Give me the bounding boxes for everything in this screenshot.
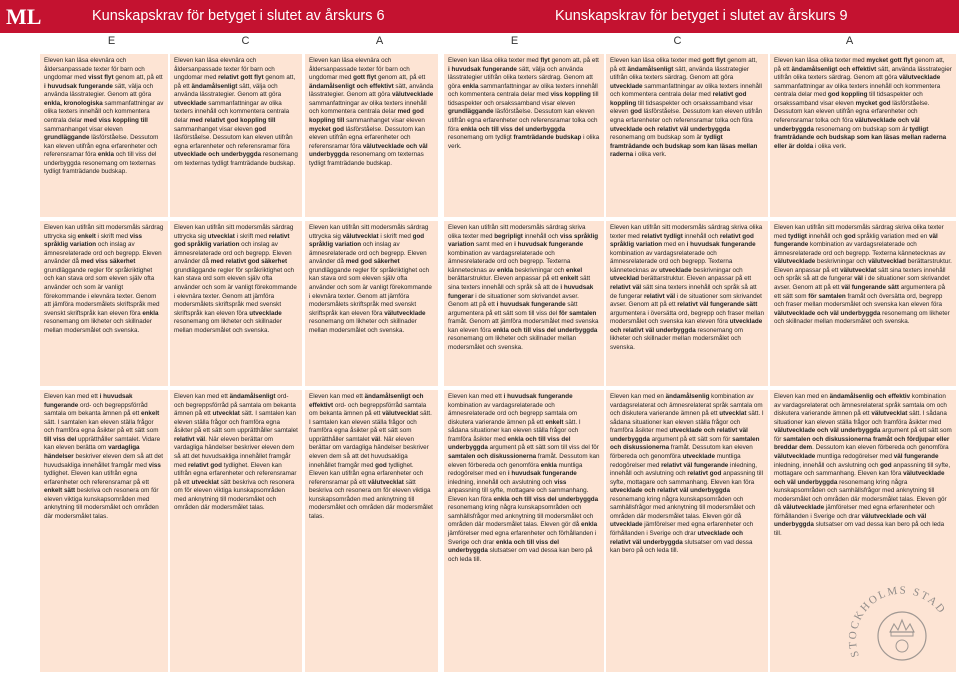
criteria-cell: Eleven kan med ett i huvudsak fungerande kombination av vardagsrelaterade och ämnesrelaterade ord och begrepp samtala om diskutera varierande ämnen på ett enkelt sätt. I sådana situationer kan eleven ställa frågor och framföra åsikter med enkla och till viss del underbyggda argument på ett sätt som till viss del för samtalen och diskussionerna framåt. Dessutom kan eleven förbereda och genomföra enkla muntliga redogörelser med en i huvudsak fungerande inledning, innehåll och avslutning och viss anpassning till syfte, mottagare och sammanhang. Eleven kan föra enkla och till viss del underbyggda resonemang kring några kunskapsområden och samhällsfrågor med anknytning till modersmålet och områden där modersmålet talas. Eleven gör då enkla jämförelser med egna erfarenheter och förhållanden i Sverige och drar enkla och till viss del underbyggda slutsatser om vad dessa kan bero på och leda till. [444,390,604,672]
criteria-cell: Eleven kan med ett ändamålsenligt och effektivt ord- och begreppsförråd samtala om bekanta ämnen på ett välutvecklat sätt. I samtalen kan eleven ställa frågor och framföra egna åsikter på ett sätt som upprätthåller samtalet väl. När eleven berättar om vardagliga händelser beskriver eleven dem så att det huvudsakliga innehållet framgår med god tydlighet. Eleven kan utifrån egna erfarenheter och referensramar på ett välutvecklat sätt beskriva och resonera om för eleven viktiga kunskapsområden med anknytning till modersmålet och områden där modersmålet talas. [305,390,438,672]
criteria-cell: Eleven kan utifrån sitt modersmåls särdrag uttrycka sig välutvecklat i skrift med god språklig variation och inslag av ämnesrelaterade ord och begrepp. Eleven använder då med god säkerhet grundläggande regler för språkriktighet och kan stava ord som eleven själv ofta använder och som är vanligt förekommande i elevnära texter. Genom att jämföra modersmålets skriftspråk med svenskt skriftspråk kan eleven föra välutvecklade resonemang om likheter och skillnader mellan modersmålet och svenska. [305,221,438,386]
criteria-cell: Eleven kan läsa olika texter med gott flyt genom att, på ett ändamålsenligt sätt, använda lässtrategier utifrån olika texters särdrag. Genom att göra utvecklade sammanfattningar av olika texters innehåll och kommentera centrala delar med relativt god koppling till tidsaspekter och orsakssamband visar eleven god läsförståelse. Dessutom kan eleven utifrån egna erfarenheter och referensramar tolka och föra utvecklade och relativt väl underbyggda resonemang om budskap som är tydligt framträdande och budskap som kan läsas mellan raderna i olika verk. [606,54,768,217]
stockholm-crown-seal-icon [847,570,957,674]
seal-text: STOCKHOLMS STAD [847,584,949,659]
criteria-cell: Eleven kan läsa olika texter med mycket gott flyt genom att, på ett ändamålsenligt och effektivt sätt, använda lässtrategier utifrån olika texters särdrag. Genom att göra välutvecklade sammanfattningar av olika texters innehåll och kommentera centrala delar med god koppling till tidsaspekter och orsakssamband visar eleven mycket god läsförståelse. Dessutom kan eleven utifrån egna erfarenheter och referensramar tolka och föra välutvecklade och väl underbyggda resonemang om budskap som är tydligt framträdande och budskap som kan läsas mellan raderna eller är dolda i olika verk. [770,54,956,217]
svg-text:STOCKHOLMS STAD [847,584,948,658]
grade-label: A [375,35,384,47]
grade-label: E [510,35,519,47]
criteria-cell: Eleven kan utifrån sitt modersmåls särdrag skriva olika texter med relativt tydligt innehåll och relativt god språklig variation med en i huvudsak fungerande kombination av vardagsrelaterade och ämnesrelaterade ord och begrepp. Texterna kännetecknas av utvecklade beskrivningar och utvecklad berättarstruktur. Eleven anpassar på ett relativt väl sätt sina texters innehåll och språk så att de fungerar relativt väl i de situationer som skrivandet avser. Genom att på ett relativt väl fungerande sätt argumentera i översätta ord, begrepp och fraser mellan modersmålet och svenska kan eleven föra utvecklade och relativt väl underbyggda resonemang om likheter och skillnader mellan modersmålet och svenska. [606,221,768,386]
criteria-cell: Eleven kan läsa elevnära och åldersanpassade texter för barn och ungdomar med relativt gott flyt genom att, på ett ändamålsenligt sätt, välja och använda lässtrategier. Genom att göra utvecklade sammanfattningar av olika texters innehåll och kommentera centrala delar med relativt god koppling till sammanhanget visar eleven god läsförståelse. Dessutom kan eleven utifrån egna erfarenheter och referensramar föra utvecklade och underbyggda resonemang om texternas tydligt framträdande budskap. [170,54,302,217]
page-header [0,0,959,33]
grade-label: C [241,35,250,47]
criteria-cell: Eleven kan läsa elevnära och åldersanpassade texter för barn och ungdomar med visst flyt genom att, på ett i huvudsak fungerande sätt, välja och använda lässtrategier. Genom att göra enkla, kronologiska sammanfattningar av olika texters innehåll och kommentera centrala delar med viss koppling till sammanhanget visar eleven grundläggande läsförståelse. Dessutom kan eleven utifrån egna erfarenheter och referensramar föra enkla och till viss del underbyggda resonemang om texternas tydligt framträdande budskap. [40,54,168,217]
criteria-cell: Eleven kan med ett i huvudsak fungerande ord- och begreppsförråd samtala om bekanta ämnen på ett enkelt sätt. I samtalen kan eleven ställa frågor och framföra egna åsikter på ett sätt som till viss del upprätthåller samtalet. Vidare kan eleven berätta om vardagliga händelser beskriver eleven dem så att det huvudsakliga innehållet framgår med viss tydlighet. Eleven kan utifrån egna erfarenheter och referensramar på ett enkelt sätt beskriva och resonera om för eleven viktiga kunskapsområden med anknytning till modersmålet och områden där modersmålet talas. [40,390,168,672]
criteria-cell: Eleven kan utifrån sitt modersmåls särdrag skriva olika texter med tydligt innehåll och god språklig variation med en väl fungerande kombination av vardagsrelaterade och ämnesrelaterade ord och begrepp. Texterna kännetecknas av välutvecklade beskrivningar och välutvecklad berättarstruktur. Eleven anpassar på ett välutvecklat sätt sina texters innehåll och språk så att de fungerar väl i de situationer som skrivandet avser. Genom att på ett väl fungerande sätt argumentera på ett sätt som för samtalen framåt och översätta ord, begrepp och fraser mellan modersmålet och svenska kan eleven föra välutvecklade och väl underbyggda resonemang om likheter och skillnader mellan modersmålet och svenska. [770,221,956,386]
criteria-cell: Eleven kan läsa olika texter med flyt genom att, på ett i huvudsak fungerande sätt, välja och använda lässtrategier utifrån olika texters särdrag. Genom att göra enkla sammanfattningar av olika texters innehåll och kommentera centrala delar med viss koppling till tidsaspekter och orsakssamband visar eleven grundläggande läsförståelse. Dessutom kan eleven utifrån egna erfarenheter och referensramar tolka och föra enkla och till viss del underbyggda resonemang om tydligt framträdande budskap i olika verk. [444,54,604,217]
criteria-cell: Eleven kan med ett ändamålsenligt ord- och begreppsförråd på samtala om bekanta ämnen på ett utvecklat sätt. I samtalen kan eleven ställa frågor och framföra egna åsikter på ett sätt som upprätthåller samtalet relativt väl. När eleven berättar om vardagliga händelser beskriver eleven dem så att det huvudsakliga innehållet framgår med relativt god tydlighet. Eleven kan utifrån egna erfarenheter och referensramar på ett utvecklat sätt beskriva och resonera om för eleven viktiga kunskapsområden med anknytning till modersmålet och områden där modersmålet talas. [170,390,302,672]
grade-header-row [0,33,959,54]
criteria-cell: Eleven kan läsa elevnära och åldersanpassade texter för barn och ungdomar med gott flyt genom att, på ett ändamålsenligt och effektivt sätt, använda lässtrategier. Genom att göra välutvecklade sammanfattningar av olika texters innehåll och kommentera centrala delar med god koppling till sammanhanget visar eleven mycket god läsförståelse. Dessutom kan eleven utifrån egna erfarenheter och referensramar föra välutvecklade och väl underbyggda resonemang om texternas tydligt framträdande budskap. [305,54,438,217]
grade-label: C [673,35,682,47]
grade-label: E [107,35,116,47]
grade-label: A [845,35,854,47]
title-grade-9: Kunskapskrav för betyget i slutet av årskurs 9 [555,8,848,24]
title-grade-6: Kunskapskrav för betyget i slutet av årskurs 6 [92,8,385,24]
criteria-cell: Eleven kan med en ändamålsenlig och effektiv kombination av vardagsrelaterat och ämnesrelaterat språk samtala om och diskutera varierande ämnen på ett välutvecklat sätt. I sådana situationer kan eleven ställa frågor och framföra åsikter med välutvecklade och väl underbyggda argument på ett sätt som för samtalen och diskussionerna framåt och fördjupar eller breddar dem. Dessutom kan eleven förbereda och genomföra välutvecklade muntliga redogörelser med väl fungerande inledning, innehåll och avslutning och god anpassning till syfte, mottagare och sammanhang. Eleven kan föra välutvecklade och väl underbyggda resonemang kring några kunskapsområden och samhällsfrågor med anknytning till modersmålet och områden där modersmålet talas. Eleven gör då välutvecklade jämförelser med egna erfarenheter och förhållanden i Sverige och drar välutvecklade och väl underbyggda slutsatser om vad dessa kan bero på och leda till. [770,390,956,672]
criteria-cell: Eleven kan utifrån sitt modersmåls särdrag skriva olika texter med begripligt innehåll och viss språklig variation samt med en i huvudsak fungerande kombination av vardagsrelaterade och ämnesrelaterade ord och begrepp. Texterna kännetecknas av enkla beskrivningar och enkel berättarstruktur. Eleven anpassar på ett enkelt sätt sina texters innehåll och språk så att de i huvudsak fungerar i de situationer som skrivandet avser. Genom att på ett i huvudsak fungerande sätt argumentera på ett sätt som till viss del för samtalen framåt. Genom att jämföra modersmålet med svenska kan eleven föra enkla och till viss del underbyggda resonemang om likheter och skillnader mellan modersmålet och svenska. [444,221,604,386]
ml-logo: ML [6,4,42,29]
criteria-cell: Eleven kan utifrån sitt modersmåls särdrag uttrycka sig enkelt i skrift med viss språklig variation och inslag av ämnesrelaterade ord och begrepp. Eleven använder då med viss säkerhet grundläggande regler för språkriktighet och kan stava ord som eleven själv ofta använder och som är vanligt förekommande i elevnära texter. Genom att jämföra modersmålets skriftspråk med svenskt skriftspråk kan eleven föra enkla resonemang om likheter och skillnader mellan modersmålet och svenska. [40,221,168,386]
criteria-cell: Eleven kan med en ändamålsenlig kombination av vardagsrelaterat och ämnesrelaterat språk samtala om och diskutera varierande ämnen på ett utvecklat sätt. I sådana situationer kan eleven ställa frågor och framföra åsikter med utvecklade och relativt väl underbyggda argument på ett sätt som för samtalen och diskussionerna framåt. Dessutom kan eleven förbereda och genomföra utvecklade muntliga redogörelser med relativt väl fungerande inledning, innehåll och avslutning och relativt god anpassning till syfte, mottagare och sammanhang. Eleven kan föra utvecklade och relativt väl underbyggda resonemang kring några kunskapsområden och samhällsfrågor med anknytning till modersmålet och områden där modersmålet talas. Eleven gör då utvecklade jämförelser med egna erfarenheter och förhållanden i Sverige och drar utvecklade och relativt väl underbyggda slutsatser om vad dessa kan bero på och leda till. [606,390,768,672]
criteria-cell: Eleven kan utifrån sitt modersmåls särdrag uttrycka sig utvecklat i skrift med relativt god språklig variation och inslag av ämnesrelaterade ord och begrepp. Eleven använder då med relativt god säkerhet grundläggande regler för språkriktighet och kan stava ord som eleven själv ofta använder och som är vanligt förekommande i elevnära texter. Genom att jämföra modersmålets skriftspråk med svenskt skriftspråk kan eleven föra utvecklade resonemang om likheter och skillnader mellan modersmålet och svenska. [170,221,302,386]
